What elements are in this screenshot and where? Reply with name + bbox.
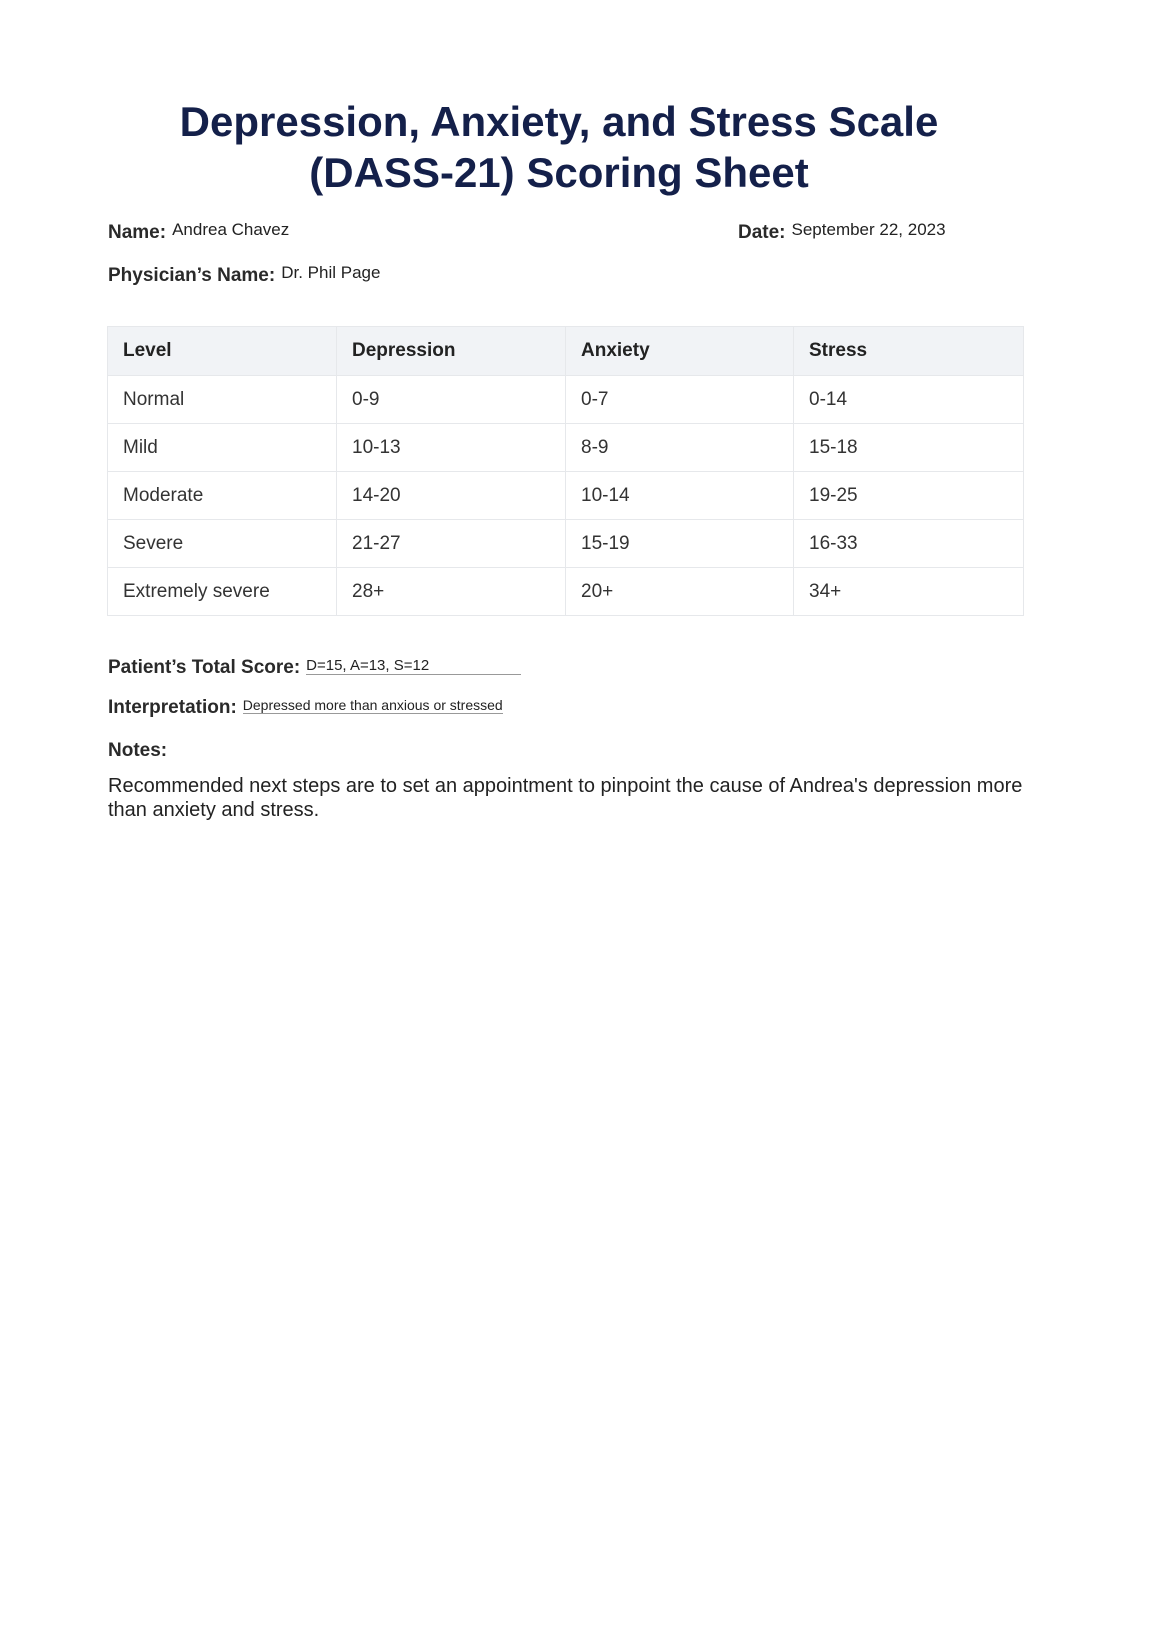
total-score-field — [108, 657, 521, 679]
physician-field — [108, 265, 380, 287]
header-depression: Depression — [337, 327, 566, 376]
name-value: Andrea Chavez — [172, 220, 290, 239]
title-line-2: (DASS-21) Scoring Sheet — [309, 149, 809, 196]
anxiety-cell: 8-9 — [566, 424, 794, 472]
anxiety-cell: 15-19 — [566, 520, 794, 568]
stress-cell: 15-18 — [794, 424, 1024, 472]
table-row — [108, 424, 1024, 472]
total-score-value: D=15, A=13, S=12 — [306, 657, 521, 675]
physician-label: Physician’s Name: — [108, 265, 276, 286]
name-field — [108, 222, 289, 244]
date-value: September 22, 2023 — [791, 220, 946, 239]
level-cell: Moderate — [108, 472, 337, 520]
interpretation-label: Interpretation: — [108, 697, 237, 718]
level-cell: Severe — [108, 520, 337, 568]
total-score-label: Patient’s Total Score: — [108, 657, 301, 678]
stress-cell: 34+ — [794, 568, 1024, 616]
name-label: Name: — [108, 222, 167, 243]
anxiety-cell: 20+ — [566, 568, 794, 616]
interpretation-field — [108, 697, 503, 719]
table-row — [108, 568, 1024, 616]
level-cell: Extremely severe — [108, 568, 337, 616]
header-stress: Stress — [794, 327, 1024, 376]
title-line-1: Depression, Anxiety, and Stress Scale — [179, 98, 939, 145]
stress-cell: 0-14 — [794, 376, 1024, 424]
table-header-row — [108, 327, 1024, 376]
date-field — [738, 222, 946, 244]
notes-text: Recommended next steps are to set an appointment to pinpoint the cause of Andrea's depression more than anxiety and stress. — [108, 775, 1023, 821]
level-cell: Normal — [108, 376, 337, 424]
table-row — [108, 520, 1024, 568]
stress-cell: 16-33 — [794, 520, 1024, 568]
notes-label: Notes: — [108, 740, 168, 761]
header-anxiety: Anxiety — [566, 327, 794, 376]
anxiety-cell: 0-7 — [566, 376, 794, 424]
table-row — [108, 472, 1024, 520]
interpretation-value: Depressed more than anxious or stressed — [242, 697, 503, 713]
page-title — [0, 96, 1118, 198]
physician-value: Dr. Phil Page — [281, 263, 381, 282]
stress-cell: 19-25 — [794, 472, 1024, 520]
depression-cell: 14-20 — [337, 472, 566, 520]
depression-cell: 0-9 — [337, 376, 566, 424]
depression-cell: 10-13 — [337, 424, 566, 472]
header-level: Level — [108, 327, 337, 376]
anxiety-cell: 10-14 — [566, 472, 794, 520]
notes-field — [108, 740, 167, 762]
depression-cell: 28+ — [337, 568, 566, 616]
date-label: Date: — [738, 222, 786, 243]
scoring-table — [107, 326, 1024, 616]
table-row — [108, 376, 1024, 424]
depression-cell: 21-27 — [337, 520, 566, 568]
level-cell: Mild — [108, 424, 337, 472]
